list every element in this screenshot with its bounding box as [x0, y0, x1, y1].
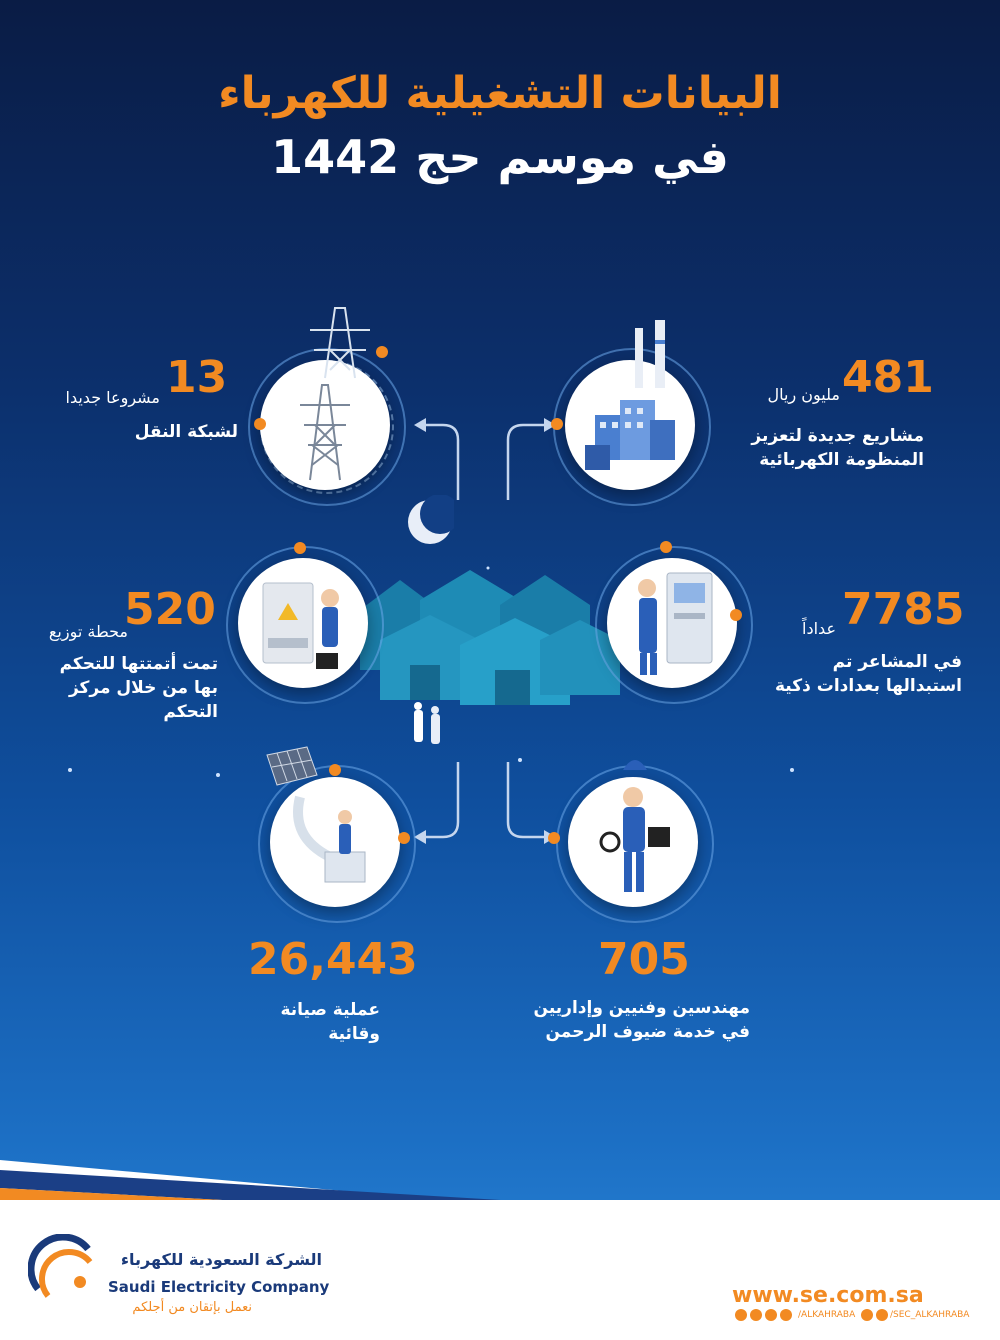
social-handle-1[interactable]: /ALKAHRABA	[798, 1310, 856, 1320]
stat-projects-desc-line1: مشاريع جديدة لتعزيز	[751, 426, 924, 446]
solar-panel-icon	[262, 745, 322, 790]
snapchat-icon	[780, 1309, 792, 1321]
stat-projects-number: 481	[842, 352, 934, 403]
company-logo-icon	[28, 1234, 106, 1314]
electricity-tower-top-icon	[300, 300, 380, 380]
dot-meters-2	[660, 541, 672, 553]
stat-maintenance-desc	[250, 998, 380, 1046]
maintenance-circle	[270, 777, 400, 907]
technician-icon	[568, 777, 698, 907]
stat-distribution-unit: محطة توزيع	[48, 622, 128, 641]
linkedin-icon	[876, 1309, 888, 1321]
dot-transmission	[254, 418, 266, 430]
technician-cap-icon	[615, 742, 655, 782]
distribution-panel-circle	[238, 558, 368, 688]
company-name-arabic: الشركة السعودية للكهرباء	[120, 1250, 322, 1269]
stat-distribution-desc-line3: التحكم	[163, 702, 218, 722]
dot-transmission-2	[376, 346, 388, 358]
title-line2: في موسم حج 1442	[271, 130, 729, 184]
website-link[interactable]: www.se.com.sa	[732, 1283, 924, 1308]
smart-meter-circle	[607, 558, 737, 688]
social-handle-2[interactable]: /SEC_ALKAHRABA	[890, 1310, 970, 1320]
stat-meters-unit: عداداً	[802, 619, 836, 638]
stat-maintenance-number: 26,443	[248, 934, 418, 985]
stat-staff-number: 705	[598, 934, 690, 985]
stat-maintenance-desc-line2: وقائية	[328, 1024, 380, 1044]
youtube-icon	[765, 1309, 777, 1321]
distribution-panel-icon	[238, 558, 368, 688]
smart-meter-icon	[607, 558, 737, 688]
stat-distribution-number: 520	[124, 584, 216, 635]
stat-projects-desc-line2: المنظومة الكهربائية	[759, 450, 924, 470]
stat-projects-unit: مليون ريال	[767, 385, 840, 404]
stat-staff-desc-line1: مهندسين وفنيين وإداريين	[533, 998, 750, 1018]
dot-staff	[548, 832, 560, 844]
stat-staff-desc	[508, 996, 750, 1044]
stat-transmission-desc: لشبكة النقل	[134, 422, 238, 442]
solar-maintenance-icon	[270, 777, 400, 907]
stat-distribution-desc-line1: تمت أتمتتها للتحكم	[59, 654, 218, 674]
dot-meters	[730, 609, 742, 621]
dot-maintenance	[329, 764, 341, 776]
company-name-english: Saudi Electricity Company	[108, 1278, 330, 1296]
stat-distribution-desc	[30, 652, 218, 724]
title-line1: البيانات التشغيلية للكهرباء	[218, 68, 782, 119]
dot-projects	[551, 418, 563, 430]
dot-maintenance-2	[398, 832, 410, 844]
social-icons-group-1	[734, 1308, 796, 1322]
instagram-icon	[750, 1309, 762, 1321]
technician-circle	[568, 777, 698, 907]
stat-distribution-desc-line2: بها من خلال مركز	[68, 678, 218, 698]
stat-meters-number: 7785	[842, 584, 965, 635]
stat-transmission-unit: مشروعا جديدا	[65, 388, 160, 407]
stat-projects-desc	[720, 424, 924, 472]
stat-staff-desc-line2: في خدمة ضيوف الرحمن	[545, 1022, 750, 1042]
stat-meters-desc-line2: استبدالها بعدادات ذكية	[774, 676, 962, 696]
social-icons-group-2	[860, 1308, 890, 1322]
stat-transmission-number: 13	[166, 352, 228, 403]
twitter-icon	[861, 1309, 873, 1321]
facebook-icon	[735, 1309, 747, 1321]
stat-maintenance-desc-line1: عملية صيانة	[280, 1000, 380, 1020]
stat-meters-desc-line1: في المشاعر تم	[832, 652, 962, 672]
stat-meters-desc	[738, 650, 962, 698]
company-tagline: نعمل بإتقان من أجلكم	[132, 1300, 252, 1315]
chimney-icon	[615, 318, 695, 388]
dot-distribution	[294, 542, 306, 554]
